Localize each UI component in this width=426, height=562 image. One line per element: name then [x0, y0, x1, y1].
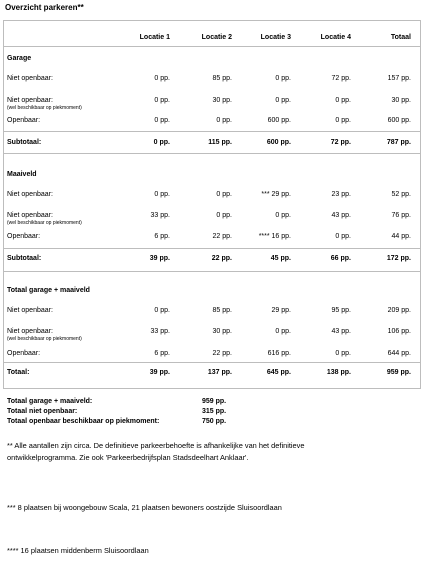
table-cell: 22 pp.	[212, 350, 232, 357]
subtotal-cell: 600 pp.	[266, 139, 291, 146]
table-cell: 209 pp.	[387, 307, 411, 314]
table-cell: 85 pp.	[212, 75, 232, 82]
table-cell: 0 pp.	[216, 212, 232, 219]
table-cell: *** 29 pp.	[261, 191, 291, 198]
row-sublabel: (wel beschikbaar op piekmoment)	[7, 220, 82, 226]
row-label: Openbaar:	[7, 233, 41, 240]
subtotal-cell: 645 pp.	[266, 369, 291, 376]
table-cell: 0 pp.	[275, 212, 291, 219]
table-cell: 30 pp.	[212, 328, 232, 335]
subtotal-cell: 45 pp.	[270, 255, 291, 262]
summary-value: 315 pp.	[202, 408, 227, 415]
row-label: Niet openbaar:	[7, 75, 53, 82]
table-cell: **** 16 pp.	[258, 233, 291, 240]
subtotal-divider	[3, 362, 421, 363]
table-cell: 0 pp.	[154, 97, 170, 104]
table-cell: 0 pp.	[216, 117, 232, 124]
table-cell: 0 pp.	[154, 75, 170, 82]
subtotal-cell: 66 pp.	[330, 255, 351, 262]
row-label: Niet openbaar:	[7, 307, 53, 314]
table-cell: 0 pp.	[275, 328, 291, 335]
subtotal-divider	[3, 131, 421, 132]
row-label: Niet openbaar:	[7, 191, 53, 198]
table-cell: 6 pp.	[154, 233, 170, 240]
section-heading: Totaal garage + maaiveld	[7, 287, 90, 294]
subtotal-label: Subtotaal:	[7, 139, 42, 146]
footnote: **** 16 plaatsen middenberm Sluisoordlaan	[7, 546, 149, 555]
table-cell: 33 pp.	[150, 328, 170, 335]
footnote: *** 8 plaatsen bij woongebouw Scala, 21 plaatsen bewoners oostzijde Sluisoordlaan	[7, 503, 282, 512]
table-cell: 29 pp.	[271, 307, 291, 314]
column-header: Locatie 3	[260, 34, 291, 41]
summary-value: 959 pp.	[202, 398, 227, 405]
subtotal-label: Totaal:	[7, 369, 30, 376]
row-label: Niet openbaar:	[7, 97, 53, 104]
column-header: Totaal	[390, 34, 411, 41]
section-heading: Garage	[7, 55, 32, 62]
table-cell: 6 pp.	[154, 350, 170, 357]
table-cell: 43 pp.	[331, 212, 351, 219]
table-cell: 76 pp.	[391, 212, 411, 219]
table-cell: 22 pp.	[212, 233, 232, 240]
header-divider	[3, 46, 421, 47]
column-header: Locatie 2	[201, 34, 232, 41]
table-cell: 72 pp.	[331, 75, 351, 82]
table-cell: 0 pp.	[275, 75, 291, 82]
table-cell: 30 pp.	[212, 97, 232, 104]
page-title: Overzicht parkeren**	[5, 3, 84, 12]
row-label: Niet openbaar:	[7, 328, 53, 335]
table-cell: 0 pp.	[335, 117, 351, 124]
table-cell: 616 pp.	[267, 350, 291, 357]
column-header: Locatie 1	[139, 34, 170, 41]
table-cell: 52 pp.	[391, 191, 411, 198]
table-cell: 0 pp.	[275, 97, 291, 104]
table-cell: 0 pp.	[216, 191, 232, 198]
summary-value: 750 pp.	[202, 418, 227, 425]
table-cell: 23 pp.	[331, 191, 351, 198]
subtotal-cell: 138 pp.	[326, 369, 351, 376]
table-cell: 30 pp.	[391, 97, 411, 104]
column-header: Locatie 4	[320, 34, 351, 41]
row-label: Openbaar:	[7, 350, 41, 357]
subtotal-cell: 172 pp.	[386, 255, 411, 262]
table-cell: 157 pp.	[387, 75, 411, 82]
subtotal-cell: 787 pp.	[386, 139, 411, 146]
table-cell: 0 pp.	[335, 350, 351, 357]
section-heading: Maaiveld	[7, 171, 37, 178]
subtotal-label: Subtotaal:	[7, 255, 42, 262]
table-cell: 0 pp.	[154, 117, 170, 124]
table-cell: 85 pp.	[212, 307, 232, 314]
subtotal-cell: 72 pp.	[330, 139, 351, 146]
summary-label: Totaal garage + maaiveld:	[7, 398, 93, 405]
table-cell: 0 pp.	[335, 233, 351, 240]
table-cell: 600 pp.	[387, 117, 411, 124]
subtotal-cell: 39 pp.	[149, 369, 170, 376]
row-sublabel: (wel beschikbaar op piekmoment)	[7, 336, 82, 342]
subtotal-cell: 115 pp.	[208, 139, 232, 146]
subtotal-cell: 0 pp.	[153, 139, 170, 146]
subtotal-cell: 22 pp.	[211, 255, 232, 262]
table-cell: 106 pp.	[387, 328, 411, 335]
table-cell: 44 pp.	[391, 233, 411, 240]
table-cell: 644 pp.	[387, 350, 411, 357]
subtotal-cell: 959 pp.	[386, 369, 411, 376]
table-cell: 95 pp.	[331, 307, 351, 314]
summary-label: Totaal openbaar beschikbaar op piekmoment:	[7, 418, 160, 425]
subtotal-divider	[3, 248, 421, 249]
footnote: ** Alle aantallen zijn circa. De definitieve parkeerbehoefte is afhankelijke van het definitieve ontwikkelprogramma. Zie ook 'Parkeerbedrijfsplan Stadsdeelhart Anklaar'.	[7, 441, 305, 462]
table-cell: 33 pp.	[150, 212, 170, 219]
subtotal-cell: 39 pp.	[149, 255, 170, 262]
section-divider	[3, 271, 421, 272]
table-cell: 0 pp.	[335, 97, 351, 104]
summary-label: Totaal niet openbaar:	[7, 408, 78, 415]
table-cell: 600 pp.	[267, 117, 291, 124]
row-label: Niet openbaar:	[7, 212, 53, 219]
row-sublabel: (wel beschikbaar op piekmoment)	[7, 105, 82, 111]
row-label: Openbaar:	[7, 117, 41, 124]
section-divider	[3, 153, 421, 154]
subtotal-cell: 137 pp.	[207, 369, 232, 376]
table-cell: 43 pp.	[331, 328, 351, 335]
table-cell: 0 pp.	[154, 191, 170, 198]
table-cell: 0 pp.	[154, 307, 170, 314]
